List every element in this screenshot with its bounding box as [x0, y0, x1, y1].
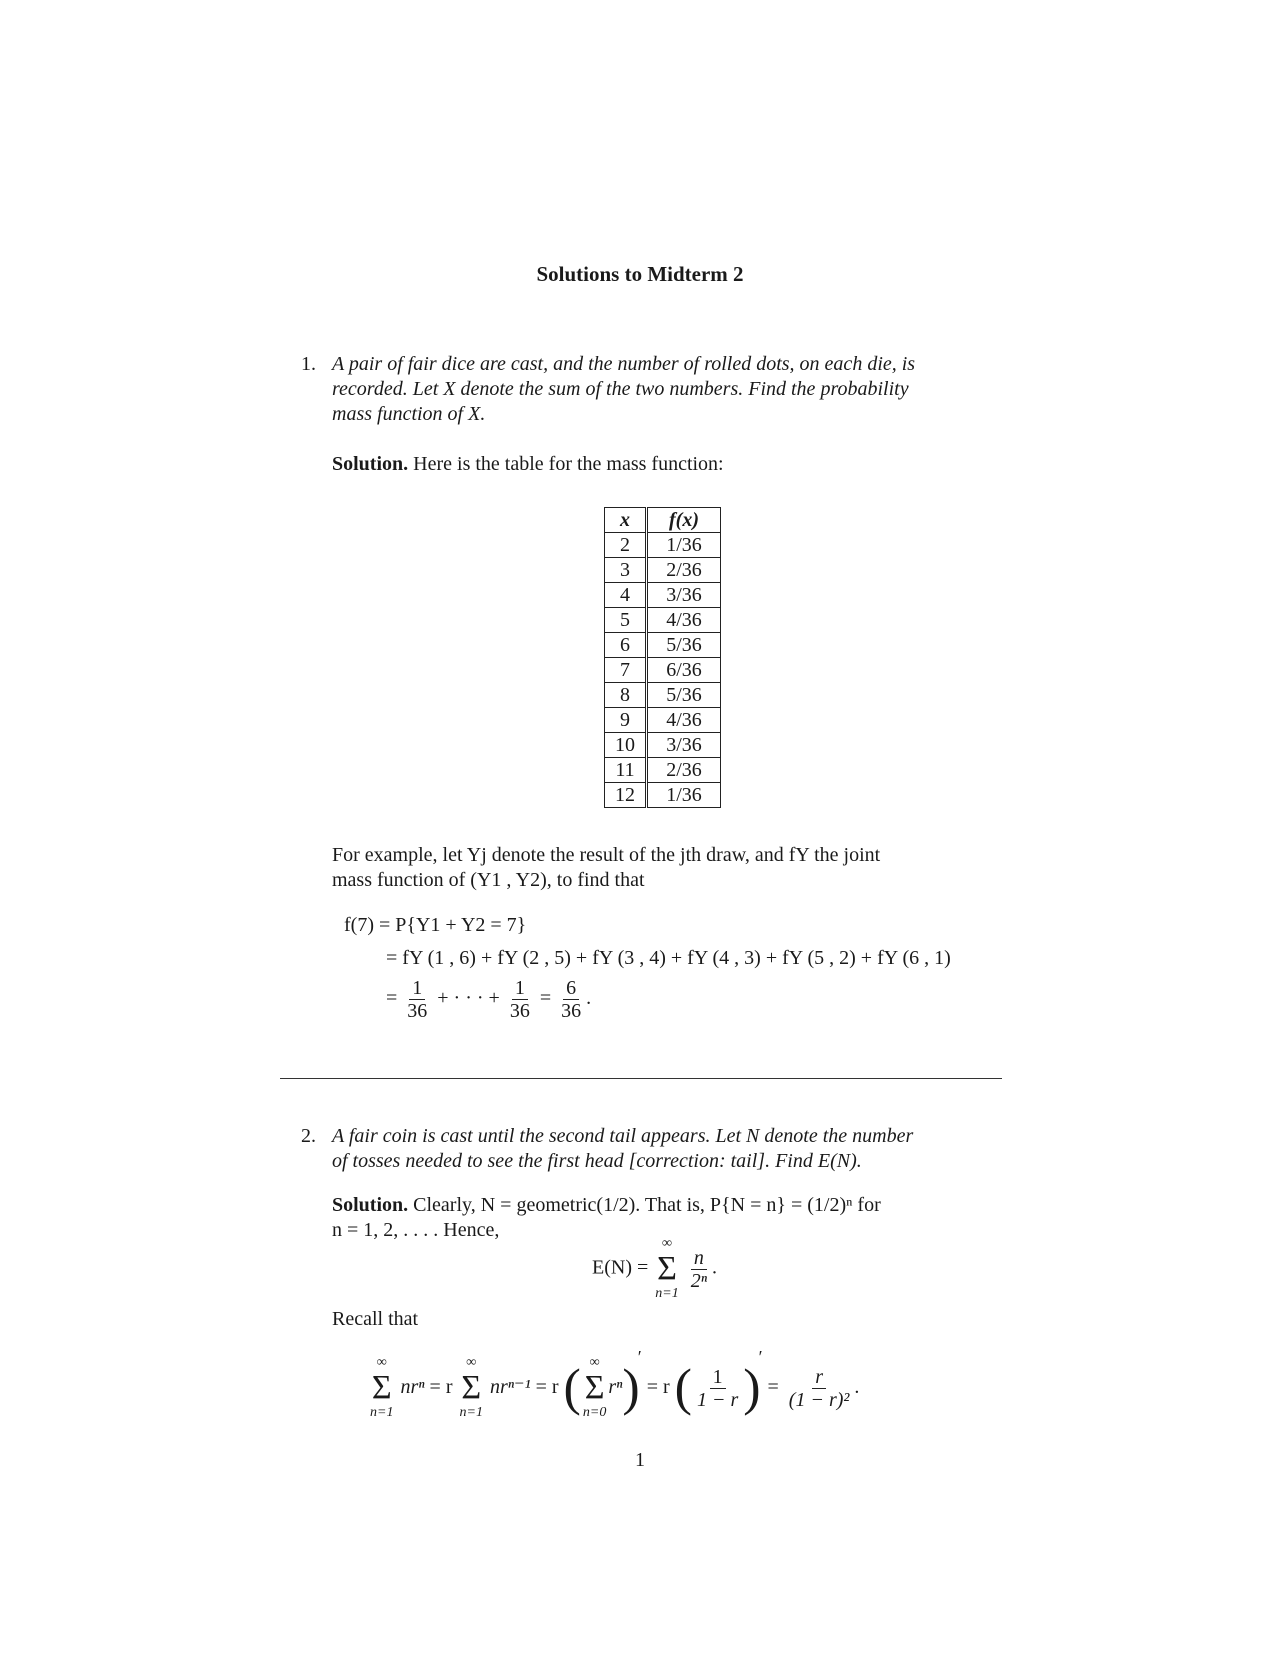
series-sum-3-bottom: n=0	[582, 1405, 607, 1421]
q1-equation-line3	[386, 977, 591, 1022]
expectation-formula	[592, 1236, 717, 1302]
q1-prompt-line3: mass function of X.	[332, 403, 486, 425]
pmf-cell-x: 7	[605, 658, 647, 683]
series-sum-2-bottom: n=1	[459, 1405, 483, 1421]
pmf-cell-x: 3	[605, 558, 647, 583]
en-fraction-den: 2ⁿ	[690, 1269, 708, 1292]
table-row	[605, 733, 721, 758]
table-row	[605, 708, 721, 733]
series-sum-3-top: ∞	[589, 1355, 600, 1371]
series-sum-1-bottom: n=1	[370, 1405, 394, 1421]
q2-solution-line2: n = 1, 2, . . . . Hence,	[332, 1219, 500, 1241]
q1-prompt-line1: A pair of fair dice are cast, and the number of rolled dots, on each die, is	[332, 353, 916, 375]
pmf-cell-x: 2	[605, 533, 647, 558]
pmf-cell-fx: 2/36	[647, 558, 721, 583]
table-row	[605, 533, 721, 558]
table-row	[605, 658, 721, 683]
eq3-fraction-a-num: 1	[409, 977, 425, 1000]
series-identity	[368, 1345, 859, 1421]
pmf-cell-x: 6	[605, 633, 647, 658]
series-term-2: nrⁿ⁻¹	[489, 1376, 531, 1398]
pmf-cell-fx: 2/36	[647, 758, 721, 783]
sigma-icon: Σ	[584, 1369, 605, 1407]
table-row	[605, 558, 721, 583]
pmf-cell-x: 12	[605, 783, 647, 808]
table-row	[605, 633, 721, 658]
pmf-cell-x: 10	[605, 733, 647, 758]
pmf-cell-fx: 5/36	[647, 683, 721, 708]
q2-number: 2.	[301, 1125, 316, 1147]
pmf-cell-fx: 3/36	[647, 733, 721, 758]
q1-example-line1: For example, let Yj denote the result of the jth draw, and fY the joint	[332, 844, 881, 866]
q2-solution-text: Clearly, N = geometric(1/2). That is, P{N = n} = (1/2)ⁿ for	[413, 1194, 881, 1216]
q2-recall: Recall that	[332, 1308, 419, 1330]
en-lhs: E(N) =	[592, 1256, 649, 1279]
series-eq-r-1: = r	[429, 1376, 453, 1398]
pmf-cell-x: 5	[605, 608, 647, 633]
series-fraction-2-den: (1 − r)²	[788, 1388, 850, 1411]
series-period: .	[854, 1376, 860, 1398]
right-paren-icon: )	[743, 1359, 761, 1417]
eq3-fraction-b-num: 1	[512, 977, 528, 1000]
q1-number: 1.	[301, 353, 316, 375]
series-eq-r-3: = r	[646, 1376, 670, 1398]
q1-solution	[332, 452, 1002, 477]
q2-prompt-line1: A fair coin is cast until the second tail appears. Let N denote the number	[332, 1125, 914, 1147]
table-row	[605, 783, 721, 808]
page-number: 1	[635, 1449, 645, 1471]
series-sum-2	[460, 1355, 483, 1421]
table-row	[605, 608, 721, 633]
series-sum-1-top: ∞	[376, 1355, 387, 1371]
pmf-cell-fx: 4/36	[647, 608, 721, 633]
pmf-cell-x: 8	[605, 683, 647, 708]
en-period: .	[712, 1256, 718, 1279]
pmf-cell-x: 11	[605, 758, 647, 783]
series-sum-1	[370, 1355, 393, 1421]
en-sum-top: ∞	[662, 1236, 672, 1251]
en-fraction-num: n	[691, 1247, 707, 1270]
eq3-fraction-a-den: 36	[407, 1000, 428, 1022]
series-term-3: rⁿ	[608, 1376, 623, 1398]
series-fraction-1	[694, 1366, 741, 1411]
pmf-header-fx: f(x)	[647, 508, 721, 533]
prime-icon: ′	[758, 1347, 763, 1367]
table-row	[605, 583, 721, 608]
series-fraction-2	[786, 1366, 853, 1411]
eq3-fraction-c	[558, 977, 584, 1022]
right-paren-icon: )	[622, 1359, 640, 1417]
q1-solution-label: Solution.	[332, 453, 409, 475]
q1-equation-line2: = fY (1 , 6) + fY (2 , 5) + fY (3 , 4) + fY (4 , 3) + fY (5 , 2) + fY (6 , 1)	[386, 947, 951, 969]
eq3-fraction-b	[507, 977, 533, 1022]
table-row	[605, 758, 721, 783]
q2-prompt-line2: of tosses needed to see the first head [correction: tail]. Find E(N).	[332, 1150, 862, 1172]
series-sum-2-top: ∞	[466, 1355, 477, 1371]
en-sum-bottom: n=1	[655, 1286, 679, 1301]
series-equals: =	[767, 1376, 779, 1398]
eq3-fraction-c-den: 36	[561, 1000, 582, 1022]
prime-icon: ′	[637, 1347, 642, 1367]
sigma-icon: Σ	[461, 1369, 482, 1407]
eq3-dots: + · · · +	[437, 987, 500, 1010]
section-divider	[280, 1078, 1002, 1079]
page-title: Solutions to Midterm 2	[536, 262, 744, 286]
q1-example-line2: mass function of (Y1 , Y2), to find that	[332, 869, 645, 891]
left-paren-icon: (	[674, 1359, 692, 1417]
q2-solution-line1	[332, 1193, 1002, 1218]
pmf-cell-fx: 6/36	[647, 658, 721, 683]
pmf-cell-fx: 1/36	[647, 783, 721, 808]
q1-equation-line1: f(7) = P{Y1 + Y2 = 7}	[344, 914, 527, 936]
en-fraction	[688, 1247, 710, 1292]
q1-solution-text: Here is the table for the mass function:	[413, 453, 724, 475]
pmf-cell-fx: 5/36	[647, 633, 721, 658]
eq3-period: .	[586, 987, 592, 1010]
pmf-table	[604, 507, 721, 808]
series-fraction-2-num: r	[812, 1366, 826, 1389]
eq3-fraction-c-num: 6	[563, 977, 579, 1000]
series-eq-r-2: = r	[535, 1376, 559, 1398]
table-row	[605, 683, 721, 708]
pmf-cell-fx: 3/36	[647, 583, 721, 608]
pmf-header-x: x	[605, 508, 647, 533]
sigma-icon: Σ	[657, 1250, 677, 1287]
eq3-equals-2: =	[539, 987, 552, 1010]
left-paren-icon: (	[563, 1359, 581, 1417]
pmf-cell-fx: 1/36	[647, 533, 721, 558]
en-sum	[655, 1236, 678, 1302]
eq3-equals: =	[386, 987, 398, 1010]
eq3-fraction-b-den: 36	[509, 1000, 530, 1022]
q1-prompt-line2: recorded. Let X denote the sum of the two numbers. Find the probability	[332, 378, 909, 400]
pmf-cell-fx: 4/36	[647, 708, 721, 733]
series-fraction-1-den: 1 − r	[696, 1388, 739, 1411]
series-term-1: nrⁿ	[400, 1376, 425, 1398]
pmf-table-header	[605, 508, 721, 533]
pmf-cell-x: 9	[605, 708, 647, 733]
eq3-fraction-a	[404, 977, 430, 1022]
sigma-icon: Σ	[371, 1369, 392, 1407]
pmf-cell-x: 4	[605, 583, 647, 608]
series-fraction-1-num: 1	[710, 1366, 726, 1389]
q2-solution-label: Solution.	[332, 1194, 409, 1216]
series-sum-3	[583, 1355, 606, 1421]
